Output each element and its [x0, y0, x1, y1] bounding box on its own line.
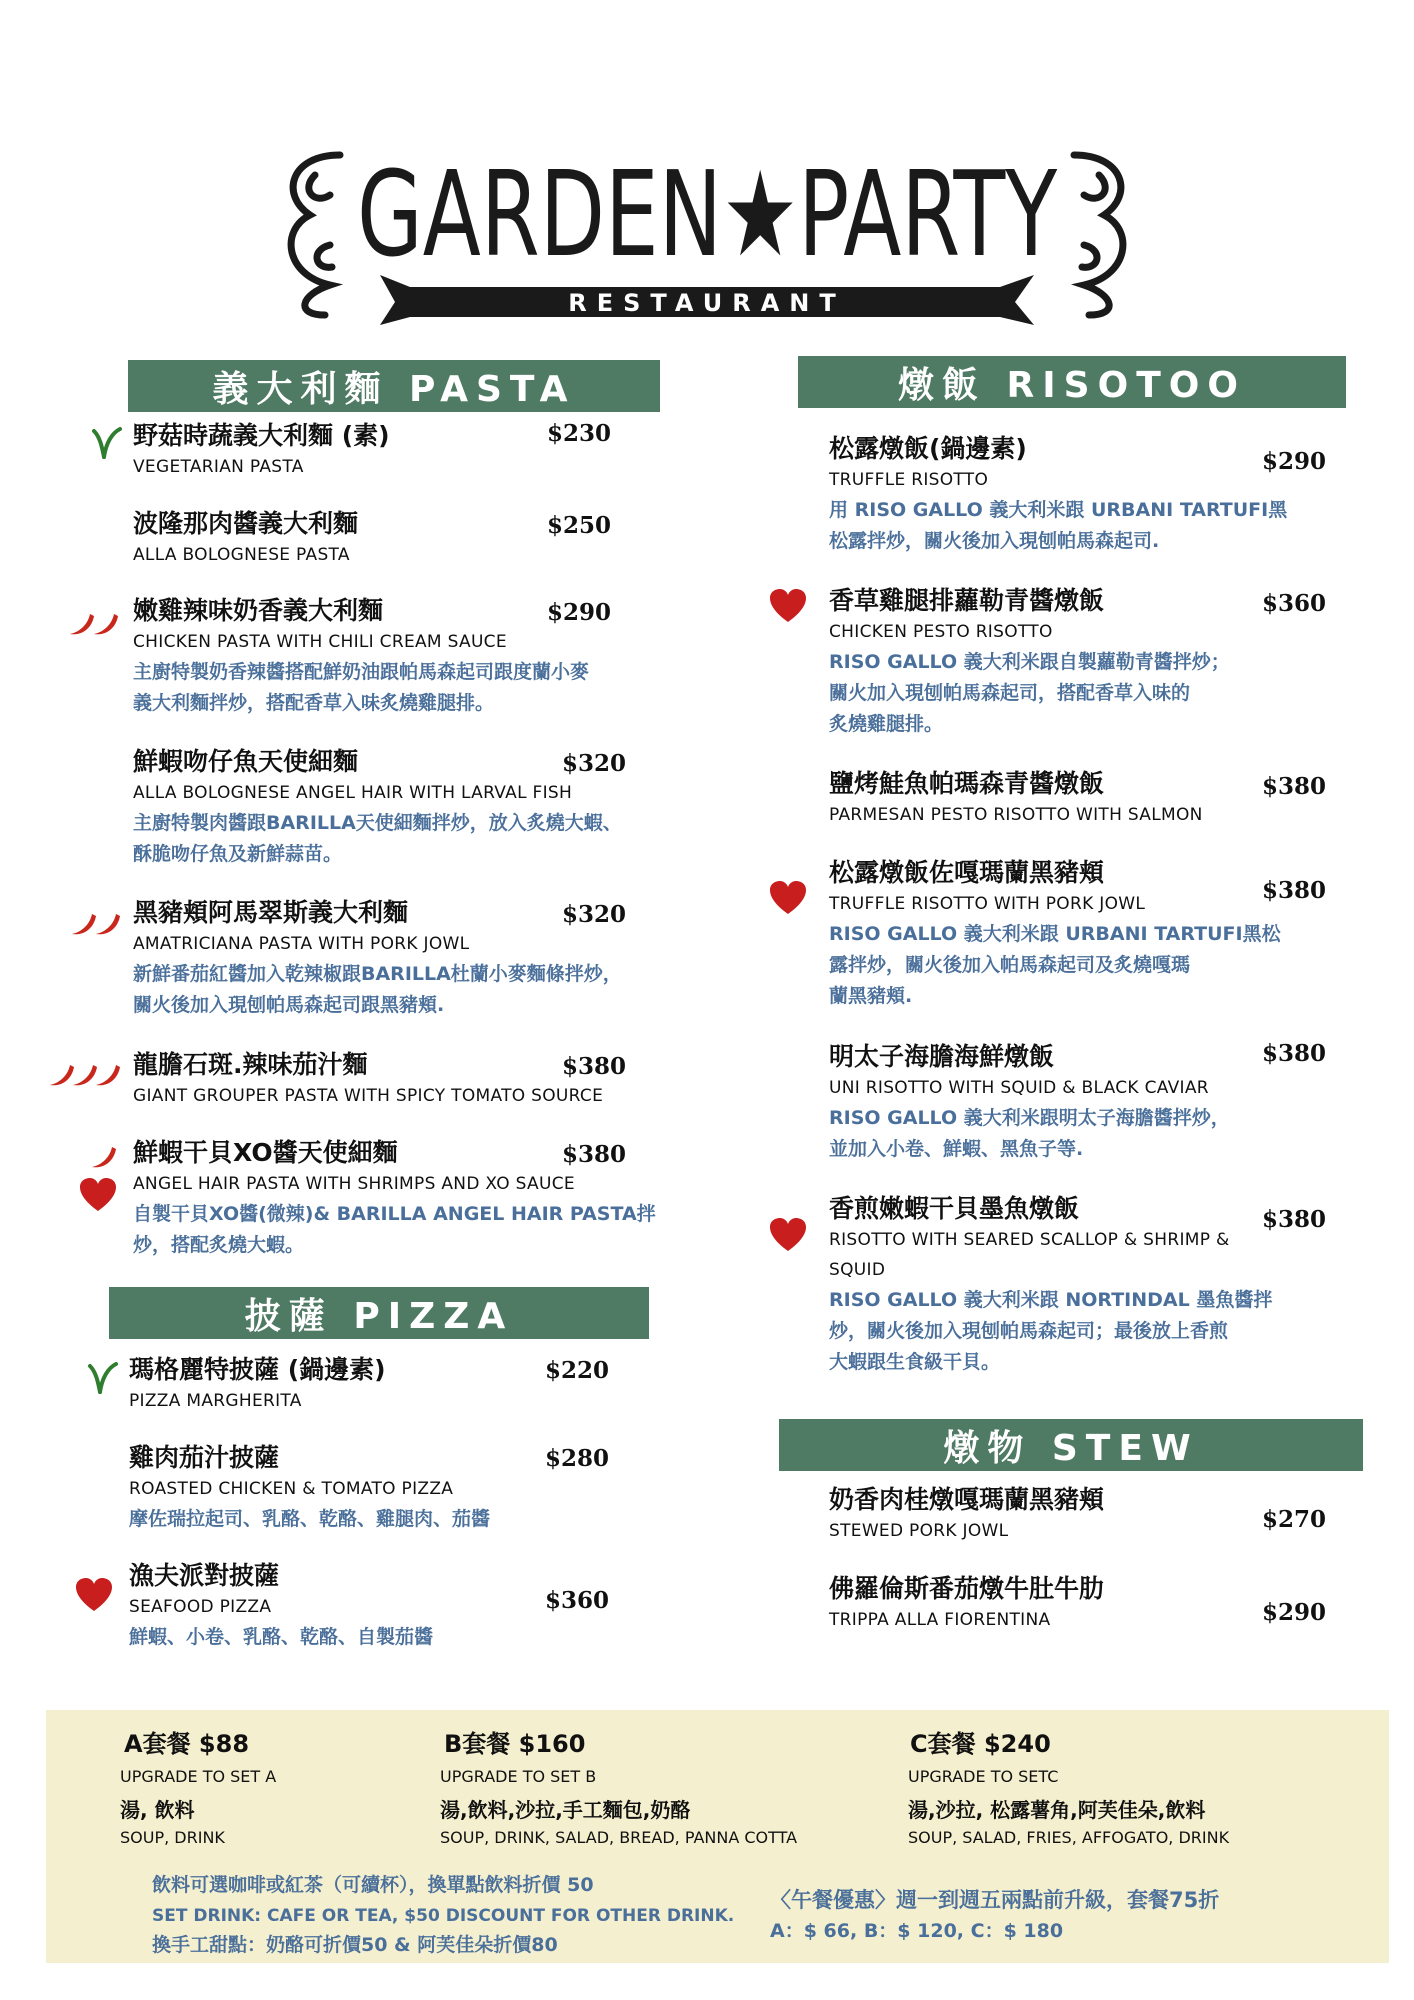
item-name-zh: 黑豬頬阿馬翠斯義大利麵: [133, 898, 409, 927]
heart-icon: [768, 880, 808, 916]
section-stew-header: 燉物 STEW: [779, 1419, 1363, 1471]
item-name-en: SEAFOOD PIZZA: [129, 1597, 272, 1617]
item-price: $320: [562, 901, 627, 928]
item-price: $380: [1262, 1206, 1327, 1233]
set-c-contents-zh: 湯,沙拉, 松露薯角,阿芙佳朵,飲料: [908, 1798, 1206, 1822]
set-a-contents-zh: 湯, 飲料: [120, 1798, 195, 1822]
item-name-en: VEGETARIAN PASTA: [133, 457, 304, 477]
item-description: 新鮮番茄紅醬加入乾辣椒跟BARILLA杜蘭小麥麵條拌炒，: [133, 963, 622, 985]
menu-item: [829, 1193, 1272, 1378]
menu-item: [829, 433, 1287, 557]
item-name-en: ALLA BOLOGNESE ANGEL HAIR WITH LARVAL FISH: [133, 783, 573, 803]
set-b-contents-en: SOUP, DRINK, SALAD, BREAD, PANNA COTTA: [440, 1828, 798, 1847]
item-price: $230: [547, 420, 612, 447]
item-price: $360: [1262, 590, 1327, 617]
menu-item: [829, 1484, 1104, 1546]
item-name-zh: 漁夫派對披薩: [129, 1561, 280, 1590]
item-description: 鮮蝦、小卷、乳酪、乾酪、自製茄醬: [129, 1626, 434, 1648]
chili-pepper-icon: [66, 608, 120, 638]
item-name-en: RISOTTO WITH SEARED SCALLOP & SHRIMP &: [829, 1230, 1230, 1250]
item-description: 炒，搭配炙燒大蝦。: [133, 1234, 305, 1256]
drink-note-en: SET DRINK: CAFE OR TEA, $50 DISCOUNT FOR OTHER DRINK.: [152, 1906, 735, 1926]
item-name-zh: 松露燉飯佐嘎瑪蘭黑豬頬: [829, 858, 1105, 887]
item-description: 大蝦跟生食級干貝。: [829, 1351, 1001, 1373]
item-description: RISO GALLO 義大利米跟 NORTINDAL 墨魚醬拌: [829, 1289, 1273, 1311]
item-price: $380: [562, 1053, 627, 1080]
item-price: $220: [545, 1357, 610, 1384]
item-price: $360: [545, 1587, 610, 1614]
menu-item: [129, 1560, 433, 1653]
menu-item: [133, 420, 390, 482]
item-name-zh: 明太子海膽海鮮燉飯: [829, 1042, 1055, 1071]
item-price: $380: [1262, 773, 1327, 800]
item-name-en: ANGEL HAIR PASTA WITH SHRIMPS AND XO SAUCE: [133, 1174, 575, 1194]
item-name-zh: 瑪格麗特披薩 (鍋邊素): [129, 1355, 386, 1384]
item-price: $250: [547, 512, 612, 539]
item-description: RISO GALLO 義大利米跟自製蘿勒青醬拌炒；: [829, 651, 1230, 673]
item-name-en: TRUFFLE RISOTTO: [829, 470, 989, 490]
set-a-upgrade: UPGRADE TO SET A: [120, 1767, 277, 1786]
section-pizza-header: 披薩 PIZZA: [109, 1287, 649, 1339]
item-description: RISO GALLO 義大利米跟明太子海膽醬拌炒，: [829, 1107, 1230, 1129]
item-name-en: UNI RISOTTO WITH SQUID & BLACK CAVIAR: [829, 1078, 1209, 1098]
item-price: $380: [562, 1141, 627, 1168]
restaurant-logo: [270, 135, 1144, 325]
menu-item: [129, 1354, 386, 1416]
item-name-en: ALLA BOLOGNESE PASTA: [133, 545, 350, 565]
item-name-zh: 奶香肉桂燉嘎瑪蘭黑豬頬: [829, 1485, 1105, 1514]
menu-item: [133, 508, 358, 570]
item-price: $290: [547, 599, 612, 626]
item-name-zh: 龍膽石斑.辣味茄汁麵: [133, 1050, 368, 1079]
vegetarian-leaf-icon: [90, 425, 122, 459]
menu-item: [829, 857, 1281, 1012]
item-description: 露拌炒，關火後加入帕馬森起司及炙燒嘎瑪: [829, 954, 1191, 976]
set-b-contents-zh: 湯,飲料,沙拉,手工麵包,奶酪: [440, 1798, 691, 1822]
heart-icon: [78, 1177, 118, 1213]
set-a-contents-en: SOUP, DRINK: [120, 1828, 225, 1847]
item-price: $290: [1262, 1599, 1327, 1626]
item-description: 炒，關火後加入現刨帕馬森起司；最後放上香煎: [829, 1320, 1229, 1342]
chili-pepper-icon: [68, 908, 122, 938]
set-a-title: A套餐 $88: [124, 1730, 250, 1758]
item-name-zh: 嫩雞辣味奶香義大利麵: [133, 596, 384, 625]
item-description: 摩佐瑞拉起司、乳酪、乾酪、雞腿肉、茄醬: [129, 1508, 491, 1530]
set-c-upgrade: UPGRADE TO SETC: [908, 1767, 1059, 1786]
section-pasta-header: 義大利麵 PASTA: [128, 360, 660, 412]
item-description: 炙燒雞腿排。: [829, 713, 944, 735]
heart-icon: [74, 1577, 114, 1613]
item-description: 關火加入現刨帕馬森起司，搭配香草入味的: [829, 682, 1191, 704]
item-price: $270: [1262, 1506, 1327, 1533]
menu-item: [129, 1442, 490, 1535]
item-price: $320: [562, 750, 627, 777]
menu-item: [829, 585, 1230, 740]
item-name-zh: 松露燉飯(鍋邊素): [829, 434, 1027, 463]
menu-item: [133, 746, 622, 870]
item-name-zh: 野菇時蔬義大利麵 (素): [133, 421, 390, 450]
item-name-en: ROASTED CHICKEN & TOMATO PIZZA: [129, 1479, 454, 1499]
item-name-zh: 雞肉茄汁披薩: [129, 1443, 280, 1472]
vegetarian-leaf-icon: [86, 1360, 118, 1394]
item-description: 自製干貝XO醬(微辣)& BARILLA ANGEL HAIR PASTA拌: [133, 1203, 656, 1225]
item-name-zh: 香草雞腿排蘿勒青醬燉飯: [829, 586, 1105, 615]
item-price: $290: [1262, 448, 1327, 475]
item-price: $280: [545, 1445, 610, 1472]
set-c-contents-en: SOUP, SALAD, FRIES, AFFOGATO, DRINK: [908, 1828, 1230, 1847]
heart-icon: [768, 588, 808, 624]
item-name-en: PARMESAN PESTO RISOTTO WITH SALMON: [829, 805, 1203, 825]
item-name-zh: 香煎嫩蝦干貝墨魚燉飯: [829, 1194, 1080, 1223]
item-description: 主廚特製奶香辣醬搭配鮮奶油跟帕馬森起司跟度蘭小麥: [133, 661, 590, 683]
chili-pepper-icon: [46, 1059, 122, 1089]
set-b-upgrade: UPGRADE TO SET B: [440, 1767, 597, 1786]
item-name-zh: 鹽烤鮭魚帕瑪森青醬燉飯: [829, 769, 1105, 798]
heart-icon: [768, 1217, 808, 1253]
item-name-en: PIZZA MARGHERITA: [129, 1391, 302, 1411]
set-c-title: C套餐 $240: [910, 1730, 1051, 1758]
item-description: RISO GALLO 義大利米跟 URBANI TARTUFI黑松: [829, 923, 1281, 945]
lunch-offer: 〈午餐優惠〉週一到週五兩點前升級，套餐75折: [770, 1888, 1220, 1912]
item-description: 關火後加入現刨帕馬森起司跟黑豬頬.: [133, 994, 445, 1016]
item-name-en: TRIPPA ALLA FIORENTINA: [829, 1610, 1051, 1630]
item-name-en: SQUID: [829, 1260, 886, 1280]
item-description: 蘭黑豬頬.: [829, 985, 913, 1007]
item-description: 並加入小卷、鮮蝦、黑魚子等.: [829, 1138, 1084, 1160]
item-name-en: CHICKEN PESTO RISOTTO: [829, 622, 1053, 642]
item-name-en: AMATRICIANA PASTA WITH PORK JOWL: [133, 934, 470, 954]
item-description: 義大利麵拌炒，搭配香草入味炙燒雞腿排。: [133, 692, 495, 714]
menu-item: [829, 1041, 1230, 1165]
item-price: $380: [1262, 877, 1327, 904]
item-name-en: TRUFFLE RISOTTO WITH PORK JOWL: [829, 894, 1146, 914]
menu-item: [829, 1573, 1104, 1635]
set-b-title: B套餐 $160: [444, 1730, 586, 1758]
menu-item: [133, 1049, 603, 1111]
section-risotto-header: 燉飯 RISOTOO: [798, 356, 1346, 408]
set-menu-footer: [46, 1710, 1389, 1963]
chili-pepper-icon: [88, 1141, 118, 1171]
item-price: $380: [1262, 1040, 1327, 1067]
drink-note: 飲料可選咖啡或紅茶（可續杯），換單點飲料折價 50: [152, 1874, 594, 1896]
item-description: 用 RISO GALLO 義大利米跟 URBANI TARTUFI黑: [829, 499, 1288, 521]
item-name-zh: 佛羅倫斯番茄燉牛肚牛肋: [829, 1574, 1105, 1603]
item-name-zh: 鮮蝦吻仔魚天使細麵: [133, 747, 359, 776]
logo-subtitle: RESTAURANT: [568, 289, 846, 317]
item-name-en: GIANT GROUPER PASTA WITH SPICY TOMATO SOURCE: [133, 1086, 604, 1106]
item-description: 松露拌炒，關火後加入現刨帕馬森起司.: [829, 530, 1160, 552]
item-name-zh: 鮮蝦干貝XO醬天使細麵: [133, 1138, 398, 1167]
menu-item: [133, 595, 589, 719]
item-name-en: CHICKEN PASTA WITH CHILI CREAM SAUCE: [133, 632, 507, 652]
item-description: 酥脆吻仔魚及新鮮蒜苗。: [133, 843, 343, 865]
logo-name: GARDEN★PARTY: [357, 145, 1058, 283]
dessert-note: 換手工甜點：奶酪可折價50 & 阿芙佳朵折價80: [152, 1934, 558, 1956]
item-description: 主廚特製肉醬跟BARILLA天使細麵拌炒，放入炙燒大蝦、: [133, 812, 622, 834]
menu-item: [133, 897, 622, 1021]
item-name-en: STEWED PORK JOWL: [829, 1521, 1009, 1541]
menu-item: [829, 768, 1203, 830]
item-name-zh: 波隆那肉醬義大利麵: [133, 509, 359, 538]
lunch-prices: A：$ 66, B：$ 120, C：$ 180: [770, 1920, 1064, 1942]
